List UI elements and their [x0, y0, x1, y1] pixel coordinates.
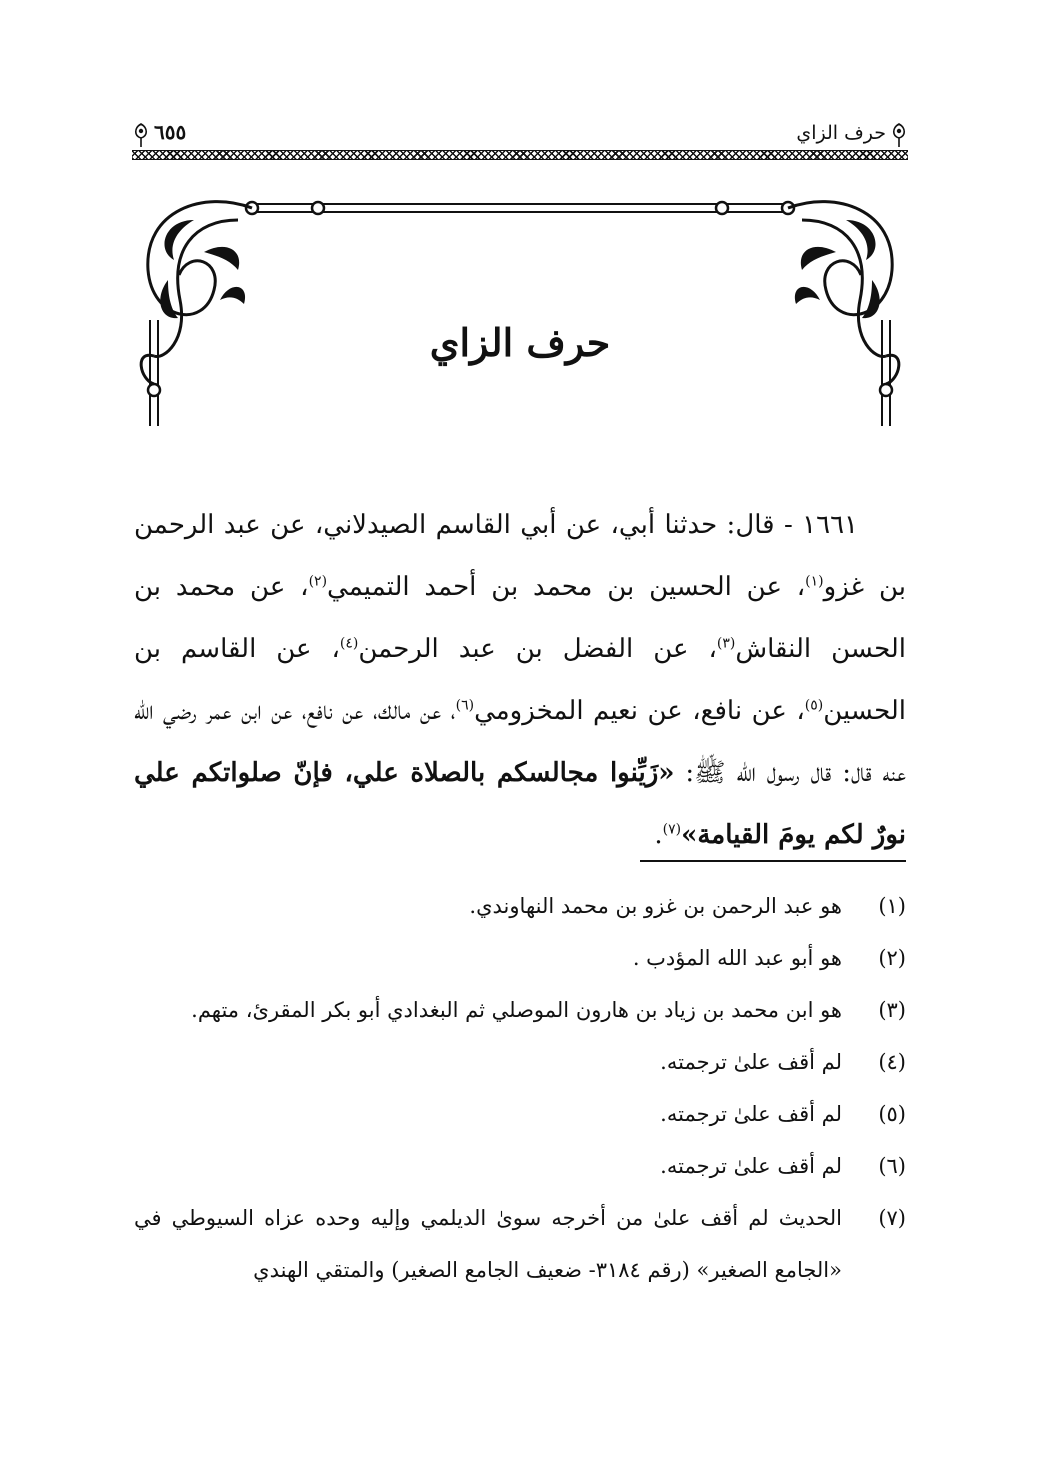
hadith-segment-4: ، عن الفضل بن عبد الرحمن [358, 634, 717, 664]
header-rule [132, 150, 908, 160]
footnote-item [134, 1140, 906, 1192]
hadith-end: . [654, 820, 663, 850]
chapter-title: حرف الزاي [429, 320, 611, 365]
hadith-segment-5: ، عن القاسم بن الحسين [134, 634, 907, 726]
footnote-item [134, 1088, 906, 1140]
header-ornament-left-icon [132, 122, 150, 148]
footnote-number: (٥) [878, 1102, 906, 1126]
footnotes [134, 880, 906, 1296]
page-number: ٦٥٥ [154, 120, 187, 144]
footnote-item [134, 1036, 906, 1088]
footnote-number: (٦) [878, 1154, 906, 1178]
header-ornament-right-icon [890, 122, 908, 148]
footnote-text: هو أبو عبد الله المؤدب . [632, 946, 842, 970]
footnote-ref-4: (٤) [339, 635, 359, 652]
footnote-ref-7: (٧) [662, 821, 682, 838]
hadith-opening: ١٦٦١ - قال: حدثنا أبي، عن أبي القاسم الصيدلاني، عن عبد الرحمن بن غزو [134, 510, 906, 602]
hadith-segment-7: ، عن مالك، عن نافع، عن ابن عمر رضي الله عنه قال: قال رسول الله ﷺ: [134, 696, 907, 788]
footnote-ref-6: (٦) [455, 697, 475, 714]
footnote-text: لم أقف علىٰ ترجمته. [660, 1154, 842, 1178]
footnote-text: لم أقف علىٰ ترجمته. [660, 1050, 842, 1074]
footnote-ref-2: (٢) [308, 573, 328, 590]
footnote-ref-3: (٣) [716, 635, 736, 652]
frame-ornament-icon [134, 180, 906, 430]
hadith-segment-3: ، عن محمد بن الحسن النقاش [134, 572, 907, 664]
footnote-number: (٤) [878, 1050, 906, 1074]
hadith-matn: «زَيِّنوا مجالسكم بالصلاة علي، فإنّ صلواتكم علي نورٌ لكم يومَ القيامة» [134, 758, 906, 850]
footnote-ref-1: (١) [805, 573, 824, 590]
footnote-number: (٢) [878, 946, 906, 970]
footnote-text: لم أقف علىٰ ترجمته. [660, 1102, 842, 1126]
hadith-paragraph [134, 494, 906, 866]
running-title: حرف الزاي [796, 122, 886, 144]
hadith-segment-2: ، عن الحسين بن محمد بن أحمد التميمي [327, 572, 806, 602]
footnote-text: الحديث لم أقف علىٰ من أخرجه سوىٰ الديلمي وإليه وحده عزاه السيوطي في «الجامع الصغير» (رقم ٣١٨٤- ضعيف الجامع الصغير) والمتقي الهندي [134, 1206, 842, 1282]
footnote-ref-5: (٥) [804, 697, 824, 714]
hadith-text [134, 494, 906, 866]
footnote-item [134, 932, 906, 984]
chapter-frame [134, 180, 906, 430]
footnote-text: هو ابن محمد بن زياد بن هارون الموصلي ثم البغدادي أبو بكر المقرئ، متهم. [191, 998, 842, 1022]
footnote-separator [640, 860, 906, 862]
footnote-item [134, 1192, 906, 1296]
footnote-number: (٣) [878, 998, 906, 1022]
hadith-segment-6: ، عن نافع، عن نعيم المخزومي [474, 696, 805, 726]
footnote-number: (٧) [878, 1206, 906, 1230]
footnote-item [134, 880, 906, 932]
footnote-text: هو عبد الرحمن بن غزو بن محمد النهاوندي. [469, 894, 842, 918]
running-header [132, 118, 908, 158]
footnote-number: (١) [878, 894, 906, 918]
footnote-item [134, 984, 906, 1036]
